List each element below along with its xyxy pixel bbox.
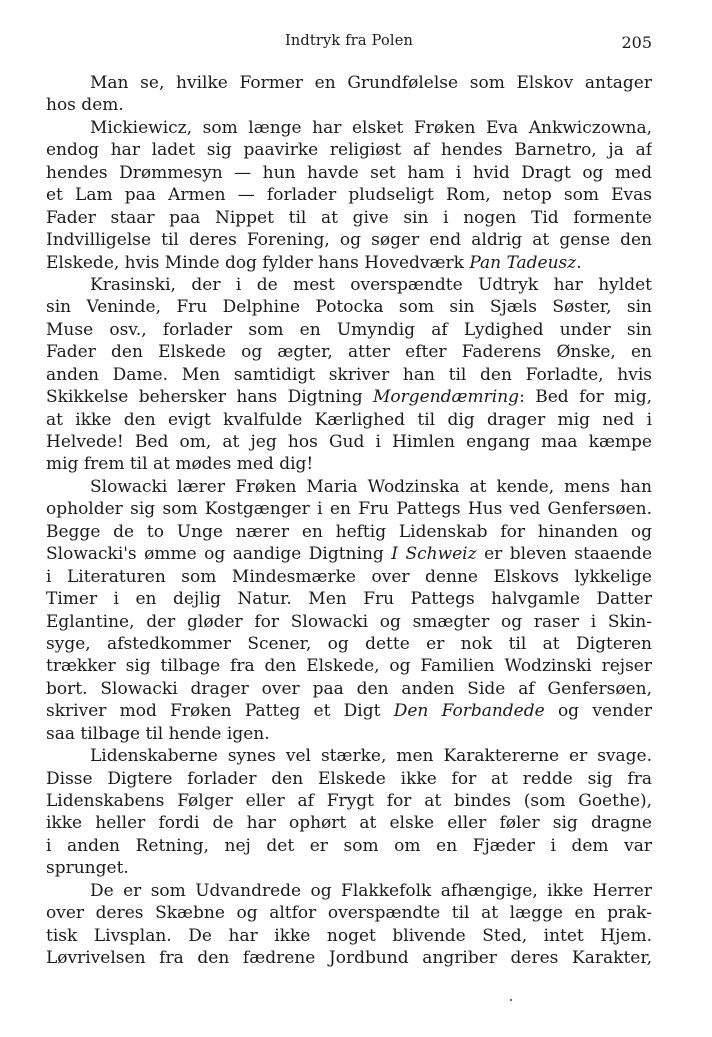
text-run: Fader den Elskede og ægter, atter efter Faderens Ønske, en bbox=[46, 342, 652, 363]
text-line bbox=[46, 274, 652, 296]
text-line bbox=[46, 857, 652, 879]
text-line bbox=[46, 790, 652, 812]
text-line bbox=[46, 229, 652, 251]
text-run: hos dem. bbox=[46, 95, 124, 116]
text-run: trækker sig tilbage fra den Elskede, og Familien Wodzinski rejser bbox=[46, 656, 652, 677]
text-run: et Lam paa Armen — forlader pludseligt Rom, netop som Evas bbox=[46, 185, 652, 206]
text-line bbox=[46, 453, 652, 475]
text-line bbox=[46, 184, 652, 206]
text-line bbox=[46, 633, 652, 655]
text-run: Disse Digtere forlader den Elskede ikke for at redde sig fra bbox=[46, 768, 652, 789]
text-run: Begge de to Unge nærer en heftig Lidenskab for hinanden og bbox=[46, 521, 652, 542]
text-run: Elskede, hvis Minde dog fylder hans Hovedværk bbox=[46, 252, 470, 273]
paragraph bbox=[46, 117, 652, 274]
text-run: Lidenskabens Følger eller af Frygt for at bindes (som Goethe), bbox=[46, 791, 652, 811]
text-run: over deres Skæbne og altfor overspændte til at lægge en prak- bbox=[46, 903, 652, 924]
text-line bbox=[46, 812, 652, 834]
italic-title: Pan Tadeusz bbox=[469, 252, 577, 273]
text-line bbox=[46, 296, 652, 318]
text-line bbox=[46, 902, 652, 924]
running-title: Indtryk fra Polen bbox=[284, 33, 414, 49]
text-line bbox=[46, 341, 652, 363]
text-line bbox=[46, 521, 652, 543]
text-run: i Literaturen som Mindesmærke over denne Elskovs lykkelige bbox=[46, 566, 652, 587]
text-line bbox=[46, 431, 652, 453]
page-header bbox=[46, 33, 652, 55]
text-line bbox=[46, 588, 652, 610]
text-run: De er som Udvandrede og Flakkefolk afhængige, ikke Herrer bbox=[90, 880, 652, 901]
text-line bbox=[46, 409, 652, 431]
text-line bbox=[46, 364, 652, 386]
text-run: ikke heller fordi de har ophørt at elske eller føler sig dragne bbox=[46, 813, 652, 834]
text-run: at ikke den evigt kvalfulde Kærlighed til dig drager mig ned i bbox=[46, 409, 652, 430]
text-line bbox=[46, 117, 652, 139]
text-run: opholder sig som Kostgænger i en Fru Pattegs Hus ved Genfersøen. bbox=[46, 499, 652, 520]
text-run: endog har ladet sig paavirke religiøst af hendes Barnetro, ja af bbox=[46, 140, 652, 161]
paragraph bbox=[46, 880, 652, 970]
text-run: syge, afstedkommer Scener, og dette er nok til at Digteren bbox=[46, 633, 652, 654]
text-run: Løvrivelsen fra den fædrene Jordbund angriber deres Karakter, bbox=[46, 948, 652, 969]
text-line bbox=[46, 723, 652, 745]
text-line bbox=[46, 655, 652, 677]
text-line bbox=[46, 207, 652, 229]
text-run: Muse osv., forlader som en Umyndig af Lydighed under sin bbox=[46, 319, 652, 340]
text-line bbox=[46, 768, 652, 790]
text-run: Slowacki's ømme og aandige Digtning bbox=[46, 544, 392, 565]
text-run: Skikkelse behersker hans Digtning bbox=[46, 387, 374, 408]
text-run: . bbox=[576, 252, 582, 273]
text-run: Fader staar paa Nippet til at give sin i nogen Tid formente bbox=[46, 207, 652, 228]
text-line bbox=[46, 700, 652, 722]
text-run: Mickiewicz, som længe har elsket Frøken Eva Ankwiczowna, bbox=[90, 117, 652, 138]
paragraph bbox=[46, 274, 652, 476]
text-run: Krasinski, der i de mest overspændte Udtryk har hyldet bbox=[90, 274, 652, 295]
text-run: Indvilligelse til deres Forening, og søger end aldrig at gense den bbox=[46, 230, 652, 251]
text-line bbox=[46, 252, 652, 274]
text-line bbox=[46, 543, 652, 565]
text-line bbox=[46, 319, 652, 341]
text-line bbox=[46, 880, 652, 902]
text-run: sprunget. bbox=[46, 858, 129, 879]
text-run: og vender bbox=[544, 701, 652, 722]
text-run: hendes Drømmesyn — hun havde set ham i hvid Dragt og med bbox=[46, 162, 652, 183]
body-text bbox=[46, 72, 652, 970]
text-run: bort. Slowacki drager over paa den anden Side af Genfersøen, bbox=[46, 678, 652, 699]
text-run: er bleven staaende bbox=[476, 544, 652, 565]
text-line bbox=[46, 498, 652, 520]
text-line bbox=[46, 139, 652, 161]
page-number: 205 bbox=[621, 33, 652, 52]
italic-title: Morgendæmring bbox=[373, 387, 520, 408]
text-run: tisk Livsplan. De har ikke noget blivende Sted, intet Hjem. bbox=[46, 925, 652, 946]
text-line bbox=[46, 72, 652, 94]
text-run: Eglantine, der gløder for Slowacki og smægter og raser i Skin- bbox=[46, 611, 652, 632]
text-line bbox=[46, 611, 652, 633]
text-run: : Bed for mig, bbox=[519, 387, 652, 408]
paragraph bbox=[46, 72, 652, 117]
text-run: saa tilbage til hende igen. bbox=[46, 723, 270, 744]
text-run: mig frem til at mødes med dig! bbox=[46, 454, 314, 475]
print-speck bbox=[510, 999, 512, 1001]
text-run: skriver mod Frøken Patteg et Digt bbox=[46, 701, 394, 722]
text-line bbox=[46, 476, 652, 498]
text-line bbox=[46, 947, 652, 969]
text-line bbox=[46, 162, 652, 184]
text-line bbox=[46, 835, 652, 857]
text-run: Timer i en dejlig Natur. Men Fru Pattegs halvgamle Datter bbox=[46, 589, 652, 610]
paragraph bbox=[46, 476, 652, 745]
text-run: Slowacki lærer Frøken Maria Wodzinska at kende, mens han bbox=[90, 476, 652, 497]
text-run: Lidenskaberne synes vel stærke, men Karaktererne er svage. bbox=[90, 746, 652, 767]
italic-title: Den Forbandede bbox=[393, 701, 545, 722]
italic-title: I Schweiz bbox=[391, 544, 477, 565]
text-run: Man se, hvilke Former en Grundfølelse som Elskov antager bbox=[90, 73, 652, 93]
text-run: sin Veninde, Fru Delphine Potocka som sin Sjæls Søster, sin bbox=[46, 297, 652, 318]
text-line bbox=[46, 745, 652, 767]
text-line bbox=[46, 94, 652, 116]
text-line bbox=[46, 386, 652, 408]
text-line bbox=[46, 678, 652, 700]
text-line bbox=[46, 566, 652, 588]
text-run: Helvede! Bed om, at jeg hos Gud i Himlen engang maa kæmpe bbox=[46, 432, 652, 452]
paragraph bbox=[46, 745, 652, 880]
text-run: anden Dame. Men samtidigt skriver han til den Forladte, hvis bbox=[46, 364, 652, 385]
text-run: i anden Retning, nej det er som om en Fjæder i dem var bbox=[46, 835, 652, 856]
text-line bbox=[46, 925, 652, 947]
